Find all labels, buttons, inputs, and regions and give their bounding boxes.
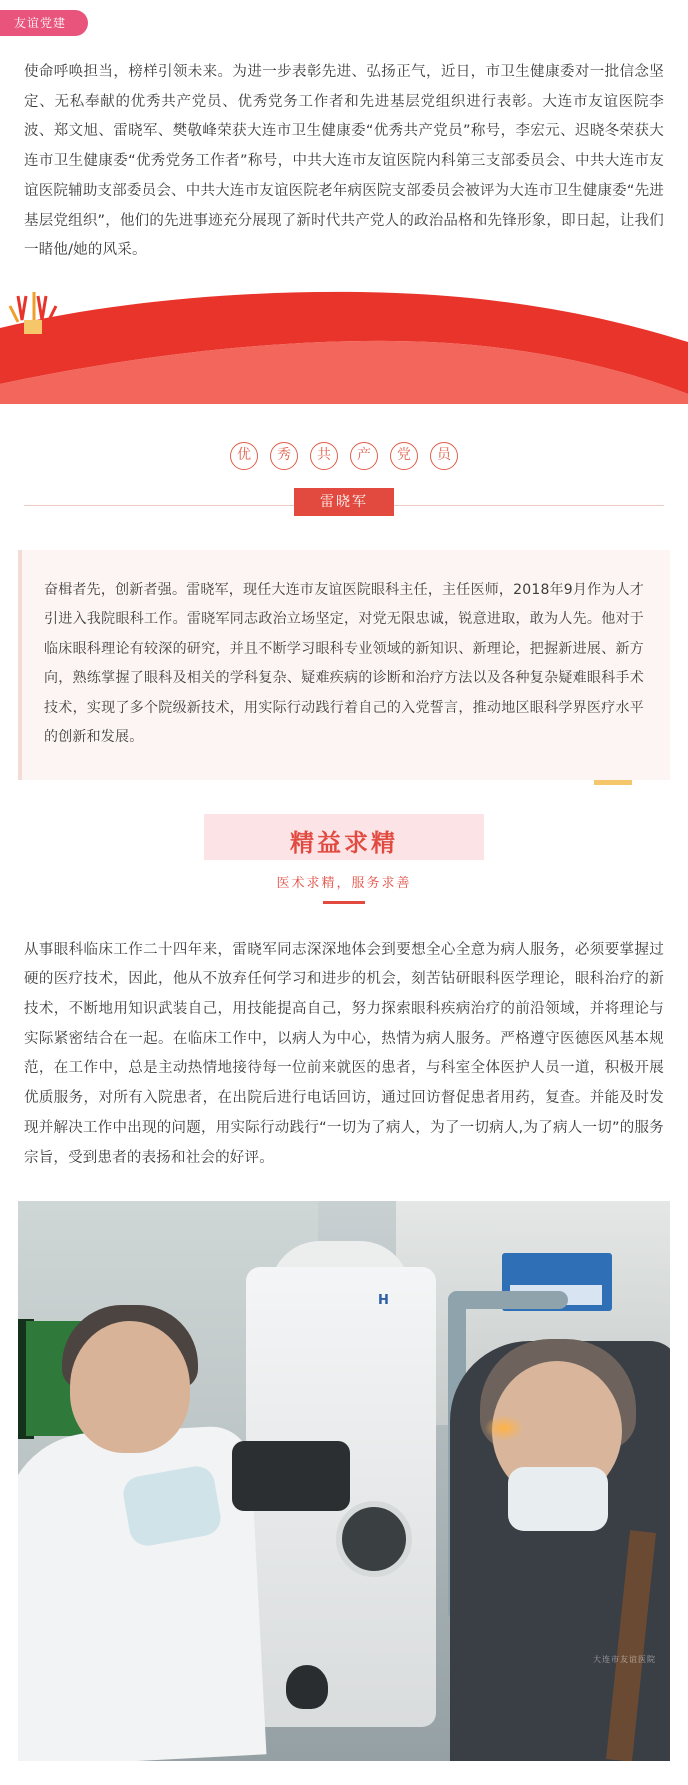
intro-paragraph: 使命呼唤担当，榜样引领未来。为进一步表彰先进、弘扬正气，近日，市卫生健康委对一批信念坚定、无私奉献的优秀共产党员、优秀党务工作者和先进基层党组织进行表彰。大连市友谊医院李波、郑文旭、雷晓军、樊敬峰荣获大连市卫生健康委“优秀共产党员”称号，李宏元、迟晓冬荣获大连市卫生健康委“优秀党务工作者”称号，中共大连市友谊医院内科第三支部委员会、中共大连市友谊医院辅助支部委员会、中共大连市友谊医院老年病医院支部委员会被评为大连市卫生健康委“先进基层党组织”，他们的先进事迹充分展现了新时代共产党人的政治品格和先锋形象，即日起，让我们一睹他/她的风采。 [24, 64, 664, 259]
photo-doctor-head [70, 1321, 190, 1453]
person-name-badge: 雷晓军 [294, 488, 394, 516]
card-accent-gold [594, 780, 632, 785]
honor-char: 员 [430, 442, 458, 470]
ribbon-svg [0, 284, 688, 404]
honor-char: 共 [310, 442, 338, 470]
photo-device-knob [336, 1501, 412, 1577]
photo-device-lens [232, 1441, 350, 1511]
honor-char-row [230, 442, 458, 470]
section-heading [204, 814, 484, 909]
intro-block [0, 36, 688, 270]
bio-card [18, 550, 670, 780]
body-block [0, 910, 688, 1178]
bio-paragraph: 奋楫者先，创新者强。雷晓军，现任大连市友谊医院眼科主任，主任医师，2018年9月作为人才引进入我院眼科工作。雷晓军同志政治立场坚定，对党无限忠诚，锐意进取，敢为人先。他对于临床眼科理论有较深的研究，并且不断学习眼科专业领域的新知识、新理论，把握新进展、新方向，熟练掌握了眼科及相关的学科复杂、疑难疾病的诊断和治疗方法以及各种复杂疑难眼科手术技术，实现了多个院级新技术，用实际行动践行着自己的入党誓言，推动地区眼科学界医疗水平的创新和发展。 [44, 582, 644, 745]
honor-title [0, 442, 688, 470]
photo-device-joystick [286, 1665, 328, 1709]
ribbon-decoration [0, 284, 688, 404]
photo-watermark: 大连市友谊医院 [593, 1655, 656, 1665]
section-subtitle: 医术求精，服务求善 [276, 875, 412, 891]
photo-arm-horizontal [448, 1291, 568, 1309]
body-paragraph: 从事眼科临床工作二十四年来，雷晓军同志深深地体会到要想全心全意为病人服务，必须要掌握过硬的医疗技术，因此，他从不放弃任何学习和进步的机会，刻苦钻研眼科医学理论，眼科治疗的新技术，不断地用知识武装自己，用技能提高自己，努力探索眼科疾病治疗的前沿领域，并将理论与实际紧密结合在一起。在临床工作中，以病人为中心，热情为病人服务。严格遵守医德医风基本规范，在工作中，总是主动热情地接待每一位前来就医的患者，与科室全体医护人员一道，积极开展优质服务，对所有入院患者，在出院后进行电话回访，通过回访督促患者用药，复查。并能及时发现并解决工作中出现的问题，用实际行动践行“一切为了病人，为了一切病人,为了病人一切”的服务宗旨，受到患者的表扬和社会的好评。 [24, 941, 664, 1166]
section-title: 精益求精 [290, 829, 398, 858]
section-underline [323, 901, 365, 904]
device-logo: H [378, 1293, 389, 1309]
photo-patient-mask [508, 1467, 608, 1531]
honor-char: 优 [230, 442, 258, 470]
person-name-row [0, 488, 688, 522]
photo-lamp-glow [484, 1415, 524, 1441]
article-photo [18, 1201, 670, 1761]
column-tag[interactable]: 友谊党建 [0, 10, 88, 36]
tag-container [0, 0, 688, 36]
honor-char: 党 [390, 442, 418, 470]
honor-char: 秀 [270, 442, 298, 470]
honor-char: 产 [350, 442, 378, 470]
card-accent-bar [18, 550, 22, 780]
